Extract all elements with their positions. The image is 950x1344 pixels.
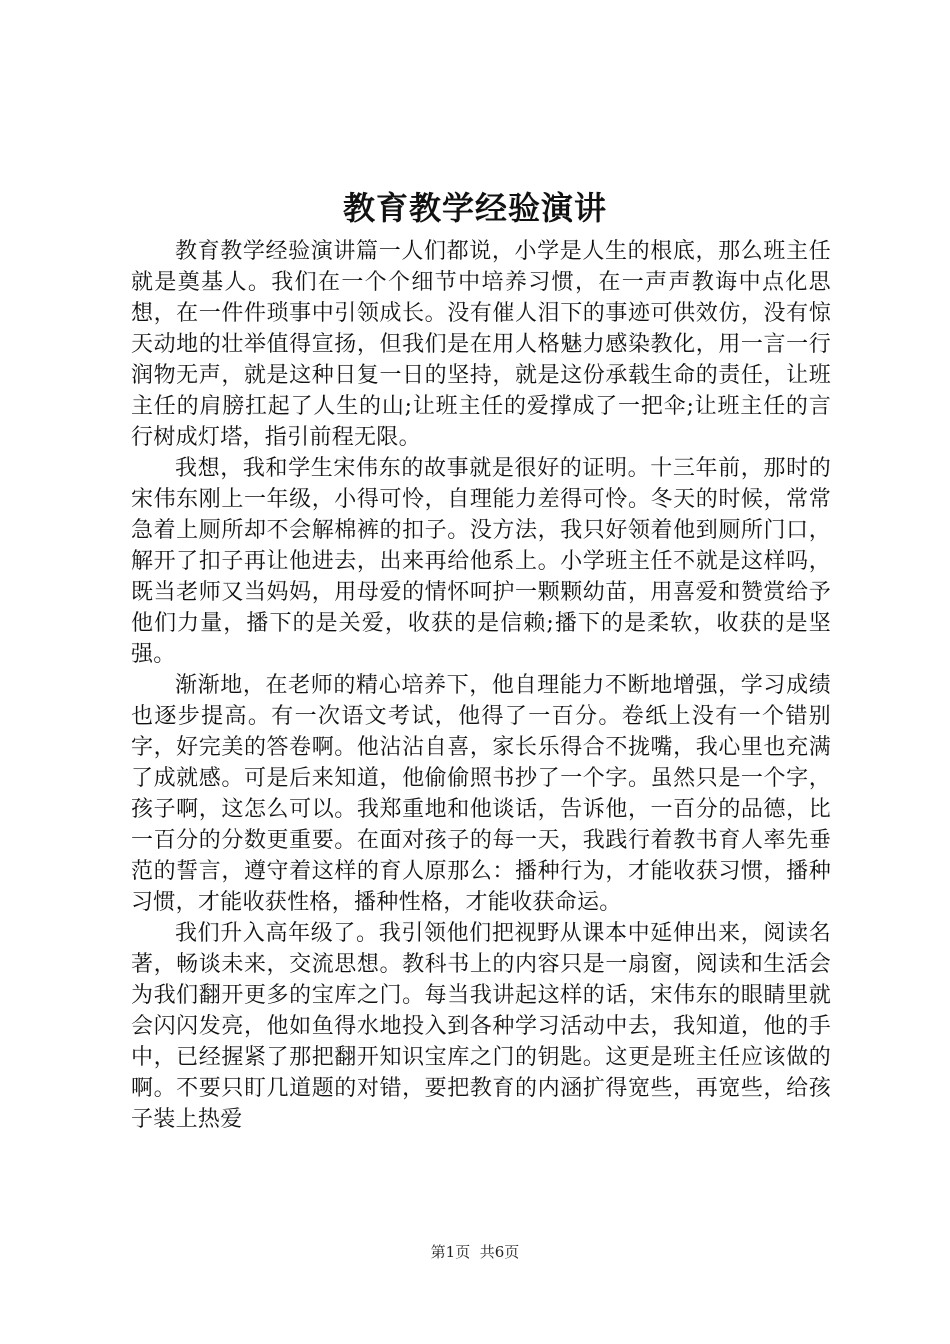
paragraph-3: 渐渐地，在老师的精心培养下，他自理能力不断地增强，学习成绩也逐步提高。有一次语文考试，他得了一百分。卷纸上没有一个错别字，好完美的答卷啊。他沾沾自喜，家长乐得合不拢嘴，我心里也充满了成就感。可是后来知道，他偷偷照书抄了一个字。虽然只是一个字，孩子啊，这怎么可以。我郑重地和他谈话，告诉他，一百分的品德，比一百分的分数更重要。在面对孩子的每一天，我践行着教书育人率先垂范的誓言，遵守着这样的育人原那么：播种行为，才能收获习惯，播种习惯，才能收获性格，播种性格，才能收获命运。 (131, 673, 831, 915)
document-body (131, 236, 831, 1135)
paragraph-4: 我们升入高年级了。我引领他们把视野从课本中延伸出来，阅读名著，畅谈未来，交流思想。教科书上的内容只是一扇窗，阅读和生活会为我们翻开更多的宝库之门。每当我讲起这样的话，宋伟东的眼睛里就会闪闪发亮，他如鱼得水地投入到各种学习活动中去，我知道，他的手中，已经握紧了那把翻开知识宝库之门的钥匙。这更是班主任应该做的啊。不要只盯几道题的对错，要把教育的内涵扩得宽些，再宽些，给孩子装上热爱 (131, 921, 831, 1132)
page-number: 第1页 (430, 1243, 471, 1261)
document-title: 教育教学经验演讲 (342, 189, 607, 227)
page-footer (0, 1242, 950, 1262)
paragraph-2: 我想，我和学生宋伟东的故事就是很好的证明。十三年前，那时的宋伟东刚上一年级，小得可怜，自理能力差得可怜。冬天的时候，常常急着上厕所却不会解棉裤的扣子。没方法，我只好领着他到厕所门口，解开了扣子再让他进去，出来再给他系上。小学班主任不就是这样吗，既当老师又当妈妈，用母爱的情怀呵护一颗颗幼苗，用喜爱和赞赏给予他们力量，播下的是关爱，收获的是信赖;播下的是柔软，收获的是坚强。 (131, 456, 831, 667)
paragraph-1: 教育教学经验演讲篇一人们都说，小学是人生的根底，那么班主任就是奠基人。我们在一个个细节中培养习惯，在一声声教诲中点化思想，在一件件琐事中引领成长。没有催人泪下的事迹可供效仿，没有惊天动地的壮举值得宣扬，但我们是在用人格魅力感染教化，用一言一行润物无声，就是这种日复一日的坚持，就是这份承载生命的责任，让班主任的肩膀扛起了人生的山;让班主任的爱撑成了一把伞;让班主任的言行树成灯塔，指引前程无限。 (131, 239, 831, 450)
page-total: 共6页 (479, 1243, 520, 1261)
